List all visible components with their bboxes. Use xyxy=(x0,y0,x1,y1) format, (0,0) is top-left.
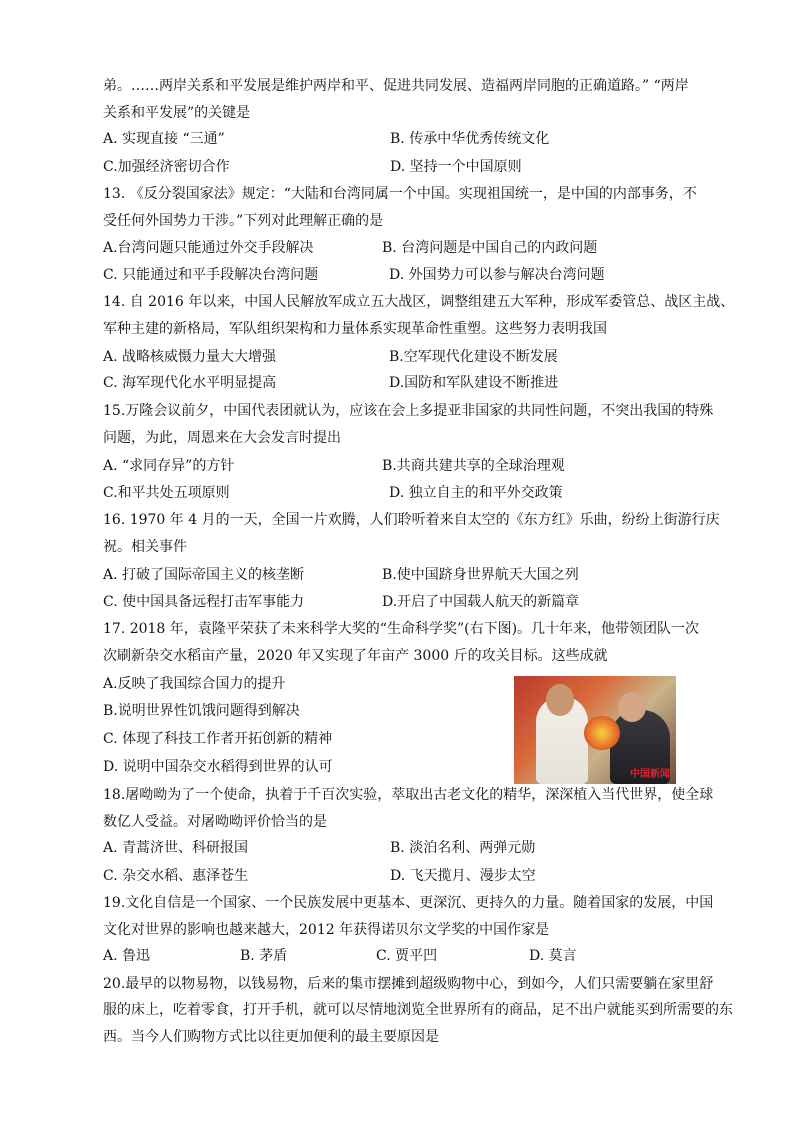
q15-option-c[interactable]: C.和平共处五项原则 xyxy=(103,485,230,501)
q18-stem-line2: 数亿人受益。对屠呦呦评价恰当的是 xyxy=(103,814,327,830)
q18-option-d[interactable]: D. 飞天揽月、漫步太空 xyxy=(390,868,536,884)
q17-stem-line1: 17. 2018 年，袁隆平荣获了未来科学大奖的“生命科学奖”(右下图)。几十年来，他带领团队一次 xyxy=(103,621,700,637)
q16-option-b[interactable]: B.使中国跻身世界航天大国之列 xyxy=(382,567,579,583)
q17-stem-line2: 次刷新杂交水稻亩产量，2020 年又实现了年亩产 3000 斤的攻关目标。这些成就 xyxy=(103,648,608,664)
q20-stem-line2: 服的床上，吃着零食，打开手机，就可以尽情地浏览全世界所有的商品，足不出户就能买到所需要的东 xyxy=(103,1002,733,1018)
q13-option-c[interactable]: C. 只能通过和平手段解决台湾问题 xyxy=(103,267,319,283)
q13-stem-line1: 13. 《反分裂国家法》规定：“大陆和台湾同属一个中国。实现祖国统一，是中国的内部事务，不 xyxy=(103,186,697,202)
q14-option-c[interactable]: C. 海军现代化水平明显提高 xyxy=(103,375,277,391)
q14-stem-line2: 军种主建的新格局，军队组织架构和力量体系实现革命性重塑。这些努力表明我国 xyxy=(103,321,607,337)
q13-option-a[interactable]: A.台湾问题只能通过外交手段解决 xyxy=(103,240,314,256)
q18-stem-line1: 18.屠呦呦为了一个使命，执着于千百次实验，萃取出古老文化的精华，深深植入当代世界，使全球 xyxy=(103,787,714,803)
person-right-head xyxy=(618,692,646,722)
q17-option-b[interactable]: B.说明世界性饥饿问题得到解决 xyxy=(103,703,300,719)
q13-stem-line2: 受任何外国势力干涉。”下列对此理解正确的是 xyxy=(103,213,384,229)
q17-option-a[interactable]: A.反映了我国综合国力的提升 xyxy=(103,676,286,692)
q12-option-d[interactable]: D. 坚持一个中国原则 xyxy=(390,159,522,175)
q17-option-c[interactable]: C. 体现了科技工作者开拓创新的精神 xyxy=(103,731,333,747)
q20-stem-line1: 20.最早的以物易物，以钱易物，后来的集市摆摊到超级购物中心，到如今，人们只需要躺在家里舒 xyxy=(103,976,714,992)
photo-watermark: 中国新闻 xyxy=(630,769,670,780)
q19-stem-line1: 19.文化自信是一个国家、一个民族发展中更基本、更深沉、更持久的力量。随着国家的发展，中国 xyxy=(103,895,714,911)
q15-option-b[interactable]: B.共商共建共享的全球治理观 xyxy=(382,458,565,474)
q19-option-b[interactable]: B. 茅盾 xyxy=(240,948,288,964)
q15-stem-line2: 问题，为此，周恩来在大会发言时提出 xyxy=(103,430,341,446)
q13-option-b[interactable]: B. 台湾问题是中国自己的内政问题 xyxy=(382,240,598,256)
q15-option-d[interactable]: D. 独立自主的和平外交政策 xyxy=(389,485,563,501)
q15-option-a[interactable]: A. “求同存异”的方针 xyxy=(103,458,235,474)
q16-option-d[interactable]: D.开启了中国载人航天的新篇章 xyxy=(382,594,580,610)
q18-option-b[interactable]: B. 淡泊名利、两弹元勋 xyxy=(390,840,536,856)
q14-stem-line1: 14. 自 2016 年以来，中国人民解放军成立五大战区，调整组建五大军种，形成军委管总、战区主战、 xyxy=(103,294,735,310)
q19-stem-line2: 文化对世界的影响也越来越大，2012 年获得诺贝尔文学奖的中国作家是 xyxy=(103,922,550,938)
q20-stem-line3: 西。当今人们购物方式比以往更加便利的最主要原因是 xyxy=(103,1029,439,1045)
q18-option-a[interactable]: A. 青蒿济世、科研报国 xyxy=(103,840,249,856)
person-left-head xyxy=(546,684,574,716)
q19-option-a[interactable]: A. 鲁迅 xyxy=(103,948,151,964)
q14-option-d[interactable]: D.国防和军队建设不断推进 xyxy=(389,375,559,391)
q16-option-c[interactable]: C. 使中国具备远程打击军事能力 xyxy=(103,594,305,610)
q18-option-c[interactable]: C. 杂交水稻、惠泽苍生 xyxy=(103,868,249,884)
q19-option-d[interactable]: D. 莫言 xyxy=(529,948,577,964)
award-photo xyxy=(514,676,676,784)
q17-option-d[interactable]: D. 说明中国杂交水稻得到世界的认可 xyxy=(103,759,333,775)
q12-option-c[interactable]: C.加强经济密切合作 xyxy=(103,159,230,175)
q15-stem-line1: 15.万隆会议前夕，中国代表团就认为，应该在会上多提亚非国家的共同性问题，不突出我国的特殊 xyxy=(103,403,714,419)
q19-option-c[interactable]: C. 贾平凹 xyxy=(376,948,438,964)
q12-option-a[interactable]: A. 实现直接 “三通” xyxy=(103,131,225,147)
q12-stem-line2: 关系和平发展”的关键是 xyxy=(103,105,251,121)
q14-option-b[interactable]: B.空军现代化建设不断发展 xyxy=(389,349,558,365)
q16-stem-line2: 祝。相关事件 xyxy=(103,539,187,555)
flower-bouquet xyxy=(584,716,620,750)
q16-stem-line1: 16. 1970 年 4 月的一天，全国一片欢腾，人们聆听着来自太空的《东方红》乐曲，纷纷上街游行庆 xyxy=(103,512,720,528)
q12-option-b[interactable]: B. 传承中华优秀传统文化 xyxy=(390,131,550,147)
q14-option-a[interactable]: A. 战略核威慑力量大大增强 xyxy=(103,349,277,365)
q16-option-a[interactable]: A. 打破了国际帝国主义的核垄断 xyxy=(103,567,305,583)
q12-stem-line1: 弟。……两岸关系和平发展是维护两岸和平、促进共同发展、造福两岸同胞的正确道路。” “两岸 xyxy=(103,78,689,94)
q13-option-d[interactable]: D. 外国势力可以参与解决台湾问题 xyxy=(389,267,605,283)
